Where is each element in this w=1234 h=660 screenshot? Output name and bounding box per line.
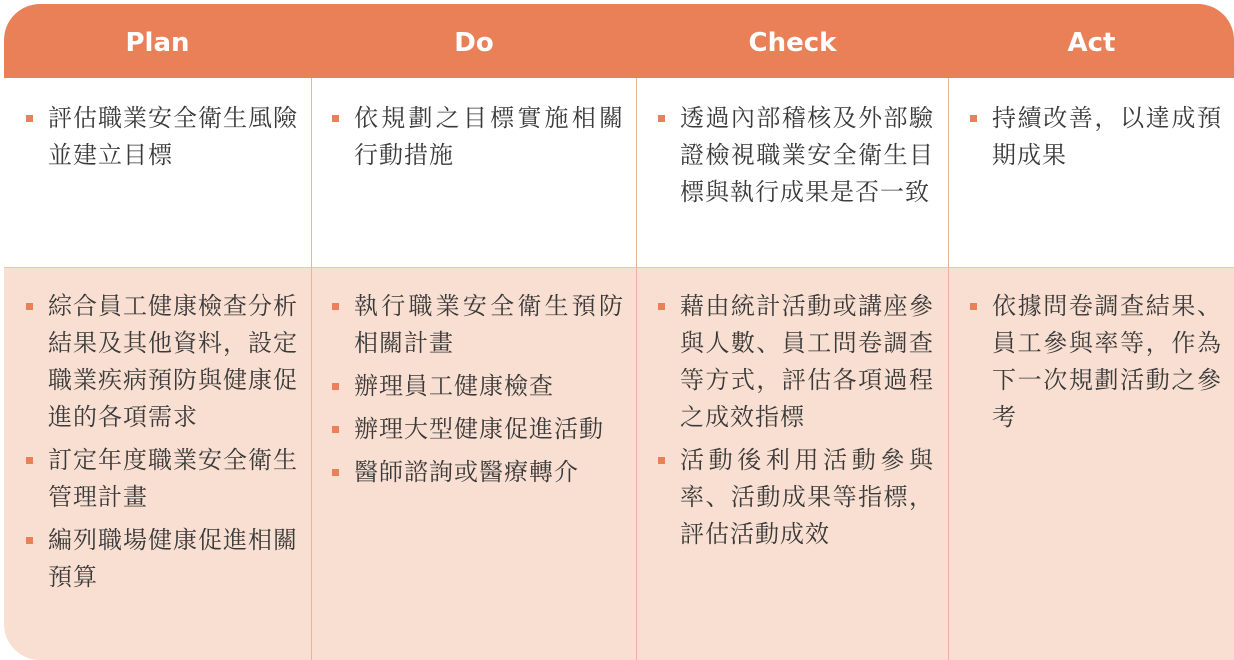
check-actions-cell bbox=[654, 268, 934, 660]
check-objective-cell bbox=[654, 78, 934, 268]
list-item: 持續改善，以達成預期成果 bbox=[966, 100, 1222, 174]
square-bullet-icon bbox=[26, 537, 33, 544]
plan-actions-cell bbox=[22, 268, 298, 660]
actions-row bbox=[4, 268, 1234, 660]
header-row bbox=[4, 4, 1234, 78]
do-actions-list bbox=[328, 288, 624, 491]
plan-objective-cell bbox=[22, 78, 298, 268]
square-bullet-icon bbox=[970, 303, 977, 310]
list-item: 辦理員工健康檢查 bbox=[328, 368, 624, 405]
square-bullet-icon bbox=[332, 383, 339, 390]
check-actions-list bbox=[654, 288, 934, 553]
square-bullet-icon bbox=[332, 115, 339, 122]
list-item: 評估職業安全衛生風險並建立目標 bbox=[22, 100, 298, 174]
list-item: 綜合員工健康檢查分析結果及其他資料，設定職業疾病預防與健康促進的各項需求 bbox=[22, 288, 298, 436]
do-objective-list bbox=[328, 100, 624, 174]
check-objective-list bbox=[654, 100, 934, 211]
square-bullet-icon bbox=[332, 426, 339, 433]
header-do: Do bbox=[454, 28, 494, 58]
square-bullet-icon bbox=[658, 303, 665, 310]
act-objective-cell bbox=[966, 78, 1222, 268]
plan-actions-list bbox=[22, 288, 298, 596]
list-item: 辦理大型健康促進活動 bbox=[328, 411, 624, 448]
square-bullet-icon bbox=[26, 115, 33, 122]
column-divider bbox=[948, 78, 949, 660]
square-bullet-icon bbox=[332, 469, 339, 476]
list-item: 依規劃之目標實施相關行動措施 bbox=[328, 100, 624, 174]
list-item: 依據問卷調查結果、員工參與率等，作為下一次規劃活動之參考 bbox=[966, 288, 1222, 436]
list-item: 訂定年度職業安全衛生管理計畫 bbox=[22, 442, 298, 516]
column-divider bbox=[636, 78, 637, 660]
do-actions-cell bbox=[328, 268, 624, 660]
list-item: 編列職場健康促進相關預算 bbox=[22, 522, 298, 596]
header-act: Act bbox=[1067, 28, 1116, 58]
square-bullet-icon bbox=[658, 115, 665, 122]
act-actions-list bbox=[966, 288, 1222, 436]
do-objective-cell bbox=[328, 78, 624, 268]
pdca-table bbox=[4, 4, 1234, 660]
square-bullet-icon bbox=[26, 303, 33, 310]
square-bullet-icon bbox=[970, 115, 977, 122]
square-bullet-icon bbox=[26, 457, 33, 464]
square-bullet-icon bbox=[658, 457, 665, 464]
list-item: 藉由統計活動或講座參與人數、員工問卷調查等方式，評估各項過程之成效指標 bbox=[654, 288, 934, 436]
list-item: 活動後利用活動參與率、活動成果等指標，評估活動成效 bbox=[654, 442, 934, 553]
act-actions-cell bbox=[966, 268, 1222, 660]
square-bullet-icon bbox=[332, 303, 339, 310]
list-item: 醫師諮詢或醫療轉介 bbox=[328, 454, 624, 491]
plan-objective-list bbox=[22, 100, 298, 174]
objectives-row bbox=[4, 78, 1234, 268]
header-check: Check bbox=[748, 28, 837, 58]
act-objective-list bbox=[966, 100, 1222, 174]
header-plan: Plan bbox=[125, 28, 190, 58]
list-item: 執行職業安全衛生預防相關計畫 bbox=[328, 288, 624, 362]
list-item: 透過內部稽核及外部驗證檢視職業安全衛生目標與執行成果是否一致 bbox=[654, 100, 934, 211]
column-divider bbox=[311, 78, 312, 660]
